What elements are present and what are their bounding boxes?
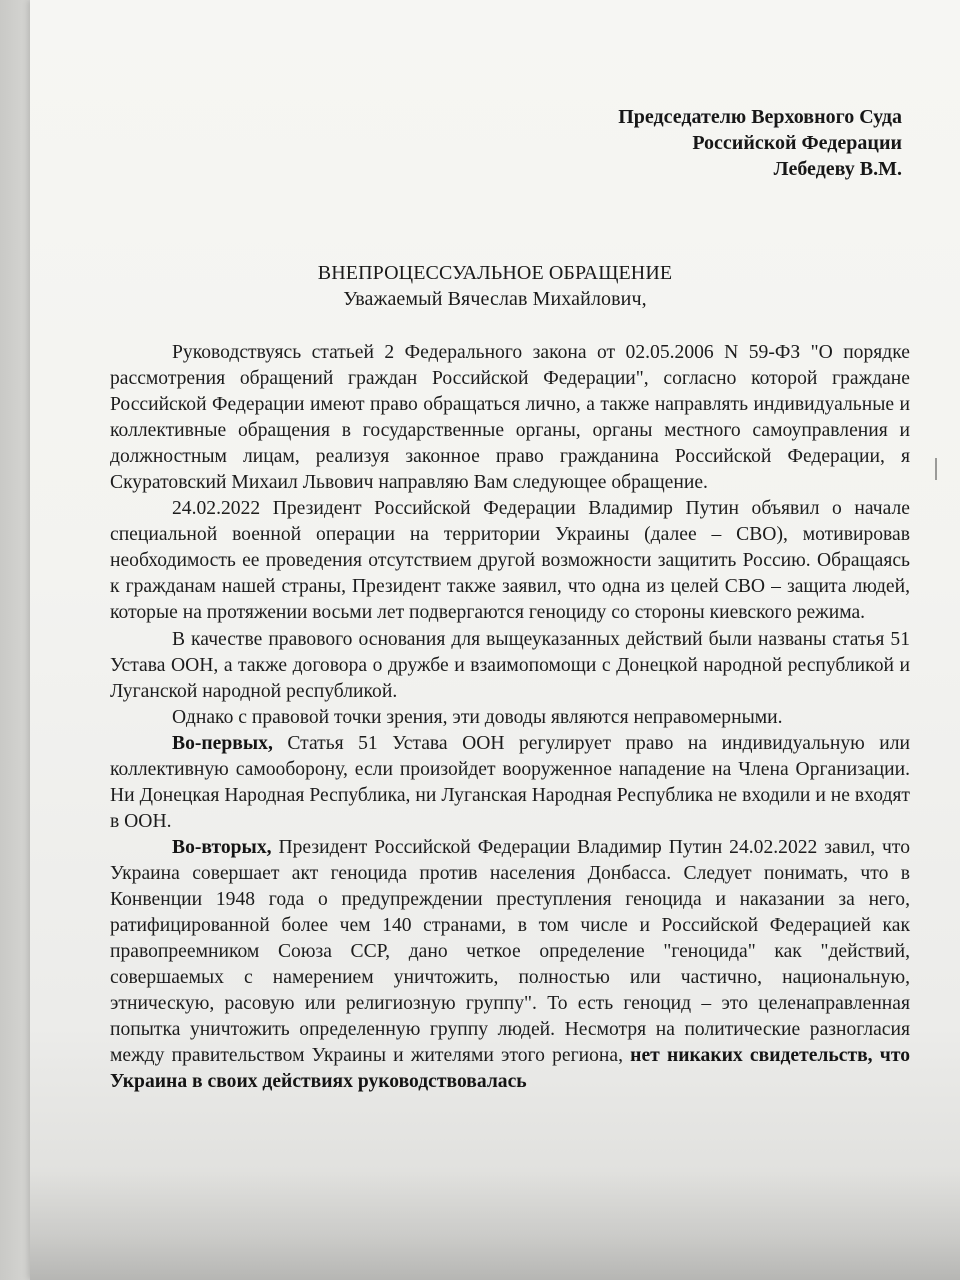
addressee-line-1: Председателю Верховного Суда: [618, 106, 902, 128]
paragraph-3: В качестве правового основания для выщеуказанных действий были названы статья 51 Устава ООН, а также договора о дружбе и взаимопомощи с Донецкой народной республикой и Луганской народной республикой.: [110, 628, 910, 702]
addressee-line-2: Российской Федерации: [692, 132, 902, 154]
paragraph-5-text: Статья 51 Устава ООН регулирует право на индивидуальную или коллективную самооборону, если произойдет вооруженное нападение на Члена Организации. Ни Донецкая Народная Республика, ни Луганская Народная Республика не входили и не входят в ООН.: [110, 732, 910, 832]
paragraph-6-lead: Во-вторых,: [172, 836, 272, 858]
addressee-block: [618, 104, 902, 182]
paragraph-6-text: Президент Российской Федерации Владимир Путин 24.02.2022 завил, что Украина совершает акт геноцида против населения Донбасса. Следует понимать, что в Конвенции 1948 года о предупреждении преступления геноцида и наказании за него, ратифицированной более чем 140 странами, в том числе и Российской Федерацией как правопреемником Союза ССР, дано четкое определение "геноцида" как "действий, совершаемых с намерением уничтожить, полностью или частично, национальную, этническую, расовую или религиозную группу". То есть геноцид – это целенаправленная попытка уничтожить определенную группу людей. Несмотря на политические разногласия между правительством Украины и жителями этого региона,: [110, 836, 910, 1067]
document-page: [30, 0, 960, 1280]
paragraph-1: Руководствуясь статьей 2 Федерального закона от 02.05.2006 N 59-ФЗ "О порядке рассмотрения обращений граждан Российской Федерации", согласно которой граждане Российской Федерации имеют право обращаться лично, а также направлять индивидуальные и коллективные обращения в государственные органы, органы местного самоуправления и должностным лицам, реализуя законное право гражданина Российской Федерации, я Скуратовский Михаил Львович направляю Вам следующее обращение.: [110, 342, 910, 494]
paragraph-6: [110, 835, 910, 1095]
document-body: [110, 340, 910, 1095]
paragraph-6-bold-end: нет никаких свидетельств, что Украина в своих действиях руководствовалась: [110, 1045, 910, 1093]
page-shadow: [30, 1170, 960, 1280]
document-heading: [30, 260, 960, 312]
paragraph-5: [110, 731, 910, 835]
paragraph-5-lead: Во-первых,: [172, 732, 273, 754]
paper-mark: [935, 458, 937, 480]
addressee-line-3: Лебедеву В.М.: [773, 158, 902, 180]
paragraph-4: Однако с правовой точки зрения, эти доводы являются неправомерными.: [172, 706, 783, 728]
paragraph-2: 24.02.2022 Президент Российской Федерации Владимир Путин объявил о начале специальной военной операции на территории Украины (далее – СВО), мотивировав необходимость ее проведения отсутствием другой возможности защитить Россию. Обращаясь к гражданам нашей страны, Президент также заявил, что одна из целей СВО – защита людей, которые на протяжении восьми лет подвергаются геноциду со стороны киевского режима.: [110, 498, 910, 624]
document-title: ВНЕПРОЦЕССУАЛЬНОЕ ОБРАЩЕНИЕ: [317, 262, 673, 284]
salutation: Уважаемый Вячеслав Михайлович,: [343, 288, 647, 310]
